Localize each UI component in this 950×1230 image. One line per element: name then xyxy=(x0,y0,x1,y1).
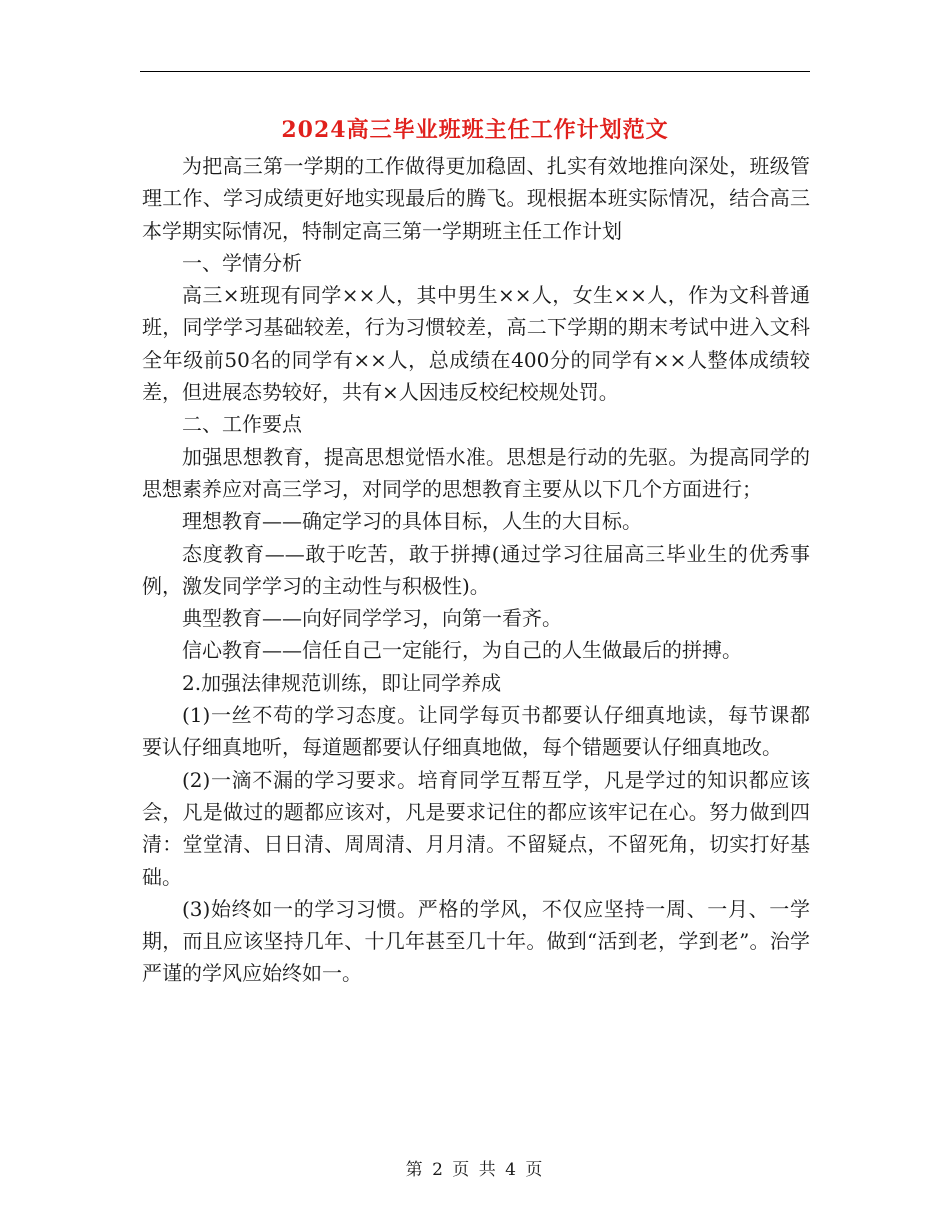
paragraph-model-education: 典型教育——向好同学学习，向第一看齐。 xyxy=(182,606,562,631)
document-title: 2024高三毕业班班主任工作计划范文 xyxy=(281,117,669,143)
paragraph-item-2: (2)一滴不漏的学习要求。培育同学互帮互学，凡是学过的知识都应该会，凡是做过的题都应该对，凡是要求记住的都应该牢记在心。努力做到四清：堂堂清、日日清、周周清、月月清。不留疑点，不留死角，切实打好基础。 xyxy=(142,767,810,889)
page-footer: 第 2 页 共 4 页 xyxy=(405,1160,545,1180)
section-heading-1: 一、学情分析 xyxy=(182,250,302,275)
header-rule xyxy=(140,71,810,72)
paragraph-analysis: 高三×班现有同学××人，其中男生××人，女生××人，作为文科普通班，同学学习基础较差，行为习惯较差，高二下学期的期末考试中进入文科全年级前50名的同学有××人，总成绩在400分的同学有××人整体成绩较差，但进展态势较好，共有×人因违反校纪校规处罚。 xyxy=(142,283,810,405)
section-heading-2: 二、工作要点 xyxy=(182,412,302,437)
paragraph-intro: 为把高三第一学期的工作做得更加稳固、扎实有效地推向深处，班级管理工作、学习成绩更好地实现最后的腾飞。现根据本班实际情况，结合高三本学期实际情况，特制定高三第一学期班主任工作计划 xyxy=(142,154,810,243)
paragraph-attitude-education: 态度教育——敢于吃苦，敢于拼搏(通过学习往届高三毕业生的优秀事例，激发同学学习的主动性与积极性)。 xyxy=(142,541,810,598)
paragraph-confidence-education: 信心教育——信任自己一定能行，为自己的人生做最后的拼搏。 xyxy=(182,638,742,663)
paragraph-norms-training: 2.加强法律规范训练，即让同学养成 xyxy=(182,670,502,695)
paragraph-item-1: (1)一丝不苟的学习态度。让同学每页书都要认仔细真地读，每节课都要认仔细真地听，每道题都要认仔细真地做，每个错题要认仔细真地改。 xyxy=(142,703,810,760)
paragraph-item-3: (3)始终如一的学习习惯。严格的学风，不仅应坚持一周、一月、一学期，而且应该坚持几年、十几年甚至几十年。做到“活到老，学到老”。治学严谨的学风应始终如一。 xyxy=(142,896,810,986)
document-body xyxy=(142,150,810,990)
paragraph-thought-education: 加强思想教育，提高思想觉悟水准。思想是行动的先驱。为提高同学的思想素养应对高三学习，对同学的思想教育主要从以下几个方面进行； xyxy=(142,444,810,501)
paragraph-ideal-education: 理想教育——确定学习的具体目标，人生的大目标。 xyxy=(182,509,642,534)
